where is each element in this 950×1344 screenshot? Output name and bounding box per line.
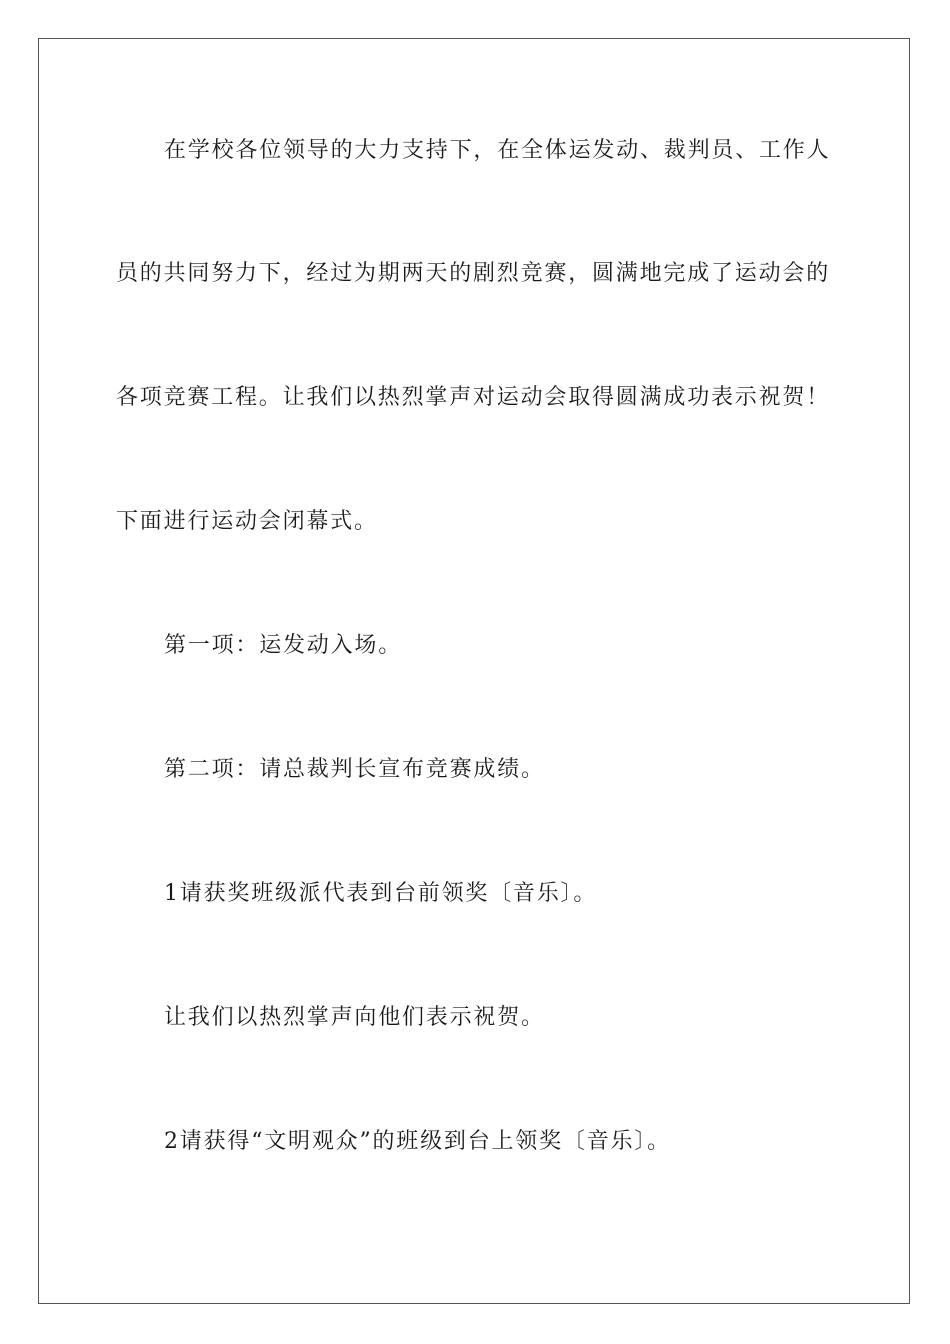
paragraph-line-2: 员的共同努力下，经过为期两天的剧烈竞赛，圆满地完成了运动会的 <box>116 261 831 286</box>
item-line-1: 第一项：运发动入场。 <box>164 633 403 658</box>
item-line-3: 1请获奖班级派代表到台前领奖〔音乐〕。 <box>164 881 598 906</box>
paragraph-line-1: 在学校各位领导的大力支持下，在全体运发动、裁判员、工作人 <box>164 138 831 163</box>
item-line-4: 让我们以热烈掌声向他们表示祝贺。 <box>164 1005 545 1030</box>
paragraph-line-4: 下面进行运动会闭幕式。 <box>116 509 378 534</box>
item-line-2: 第二项：请总裁判长宣布竞赛成绩。 <box>164 757 545 782</box>
paragraph-line-3: 各项竞赛工程。让我们以热烈掌声对运动会取得圆满成功表示祝贺！ <box>116 385 831 410</box>
item-line-5: 2请获得“文明观众”的班级到台上领奖〔音乐〕。 <box>164 1129 671 1154</box>
page-border <box>38 38 910 1304</box>
